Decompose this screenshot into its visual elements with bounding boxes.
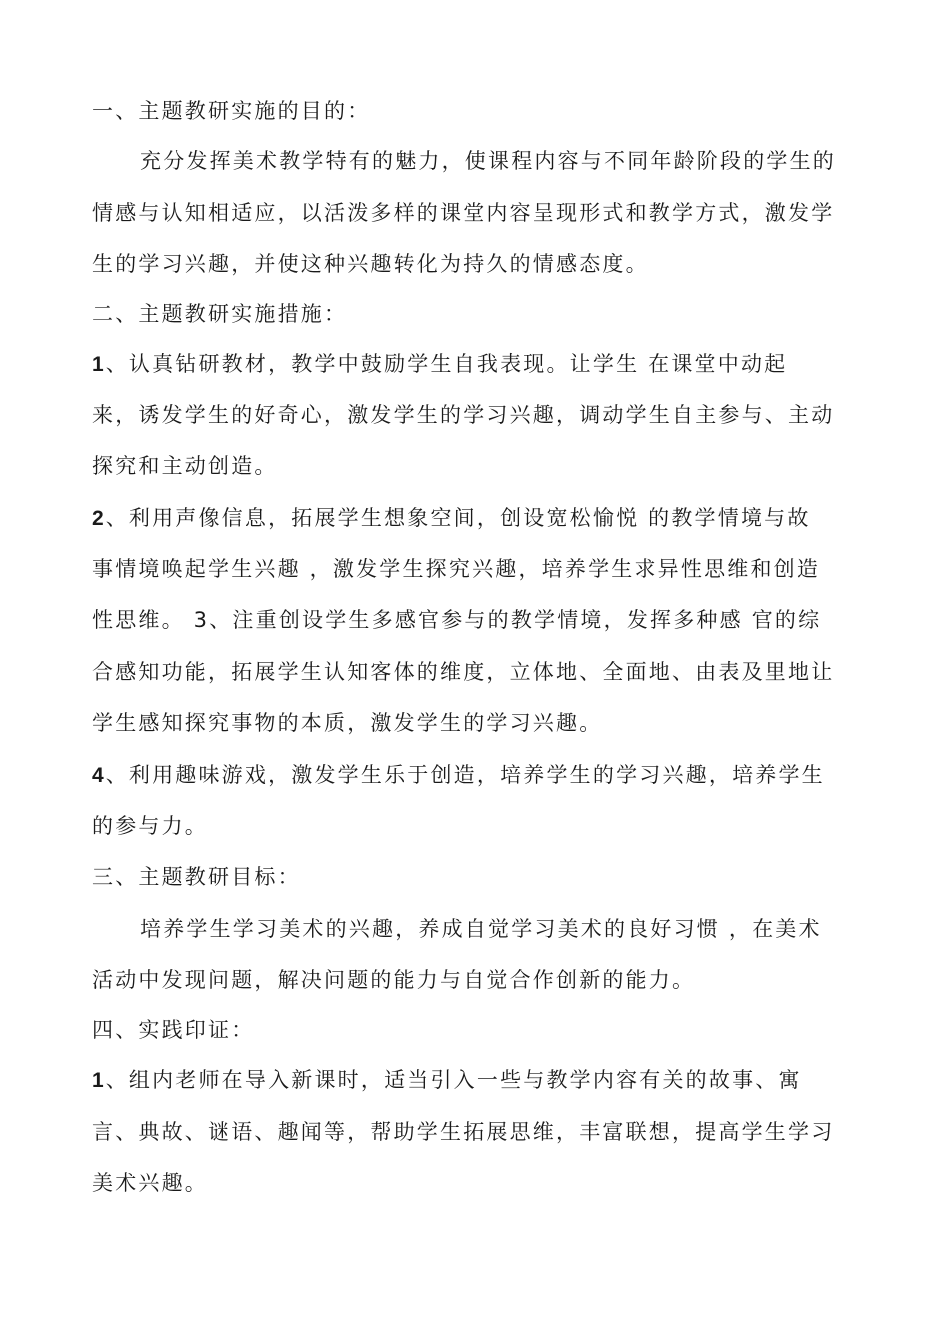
section-heading-purpose: 一、主题教研实施的目的： bbox=[92, 99, 371, 123]
list-item-line bbox=[92, 349, 787, 380]
paragraph-line: 学生感知探究事物的本质，激发学生的学习兴趣。 bbox=[92, 711, 603, 735]
list-text: 、利用声像信息，拓展学生想象空间，创设宽松愉悦 的教学情境与故 bbox=[105, 506, 811, 530]
list-number: 2 bbox=[92, 507, 104, 530]
list-text: 、组内老师在导入新课时，适当引入一些与教学内容有关的故事、寓 bbox=[105, 1068, 802, 1092]
list-text: 、利用趣味游戏，激发学生乐于创造，培养学生的学习兴趣，培养学生 bbox=[105, 763, 825, 787]
list-item-line bbox=[92, 503, 811, 534]
section-heading-practice: 四、实践印证： bbox=[92, 1018, 255, 1042]
list-number: 4 bbox=[92, 764, 104, 787]
paragraph-line: 生的学习兴趣，并使这种兴趣转化为持久的情感态度。 bbox=[92, 252, 649, 276]
paragraph-line: 合感知功能，拓展学生认知客体的维度，立体地、全面地、由表及里地让 bbox=[92, 660, 835, 684]
paragraph-line: 事情境唤起学生兴趣 ，激发学生探究兴趣，培养学生求异性思维和创造 bbox=[92, 557, 821, 581]
list-item-line bbox=[92, 760, 825, 791]
paragraph-line: 充分发挥美术教学特有的魅力，使课程内容与不同年龄阶段的学生的 bbox=[140, 149, 836, 173]
paragraph-line: 培养学生学习美术的兴趣，养成自觉学习美术的良好习惯 ，在美术 bbox=[140, 917, 822, 941]
paragraph-line: 的参与力。 bbox=[92, 814, 208, 838]
paragraph-line: 言、典故、谜语、趣闻等，帮助学生拓展思维，丰富联想，提高学生学习 bbox=[92, 1120, 835, 1144]
list-text: 、认真钻研教材，教学中鼓励学生自我表现。让学生 在课堂中动起 bbox=[105, 352, 788, 376]
paragraph-line: 美术兴趣。 bbox=[92, 1171, 208, 1195]
list-number: 1 bbox=[92, 353, 104, 376]
paragraph-line: 活动中发现问题，解决问题的能力与自觉合作创新的能力。 bbox=[92, 968, 696, 992]
paragraph-line: 探究和主动创造。 bbox=[92, 454, 278, 478]
paragraph-line: 情感与认知相适应，以活泼多样的课堂内容呈现形式和教学方式，激发学 bbox=[92, 201, 835, 225]
list-item-line bbox=[92, 1065, 802, 1096]
paragraph-line: 来，诱发学生的好奇心，激发学生的学习兴趣，调动学生自主参与、主动 bbox=[92, 403, 835, 427]
list-number: 1 bbox=[92, 1069, 104, 1092]
section-heading-goals: 三、主题教研目标： bbox=[92, 865, 301, 889]
section-heading-measures: 二、主题教研实施措施： bbox=[92, 302, 348, 326]
paragraph-line: 性思维。 3、注重创设学生多感官参与的教学情境，发挥多种感 官的综 bbox=[92, 608, 822, 632]
